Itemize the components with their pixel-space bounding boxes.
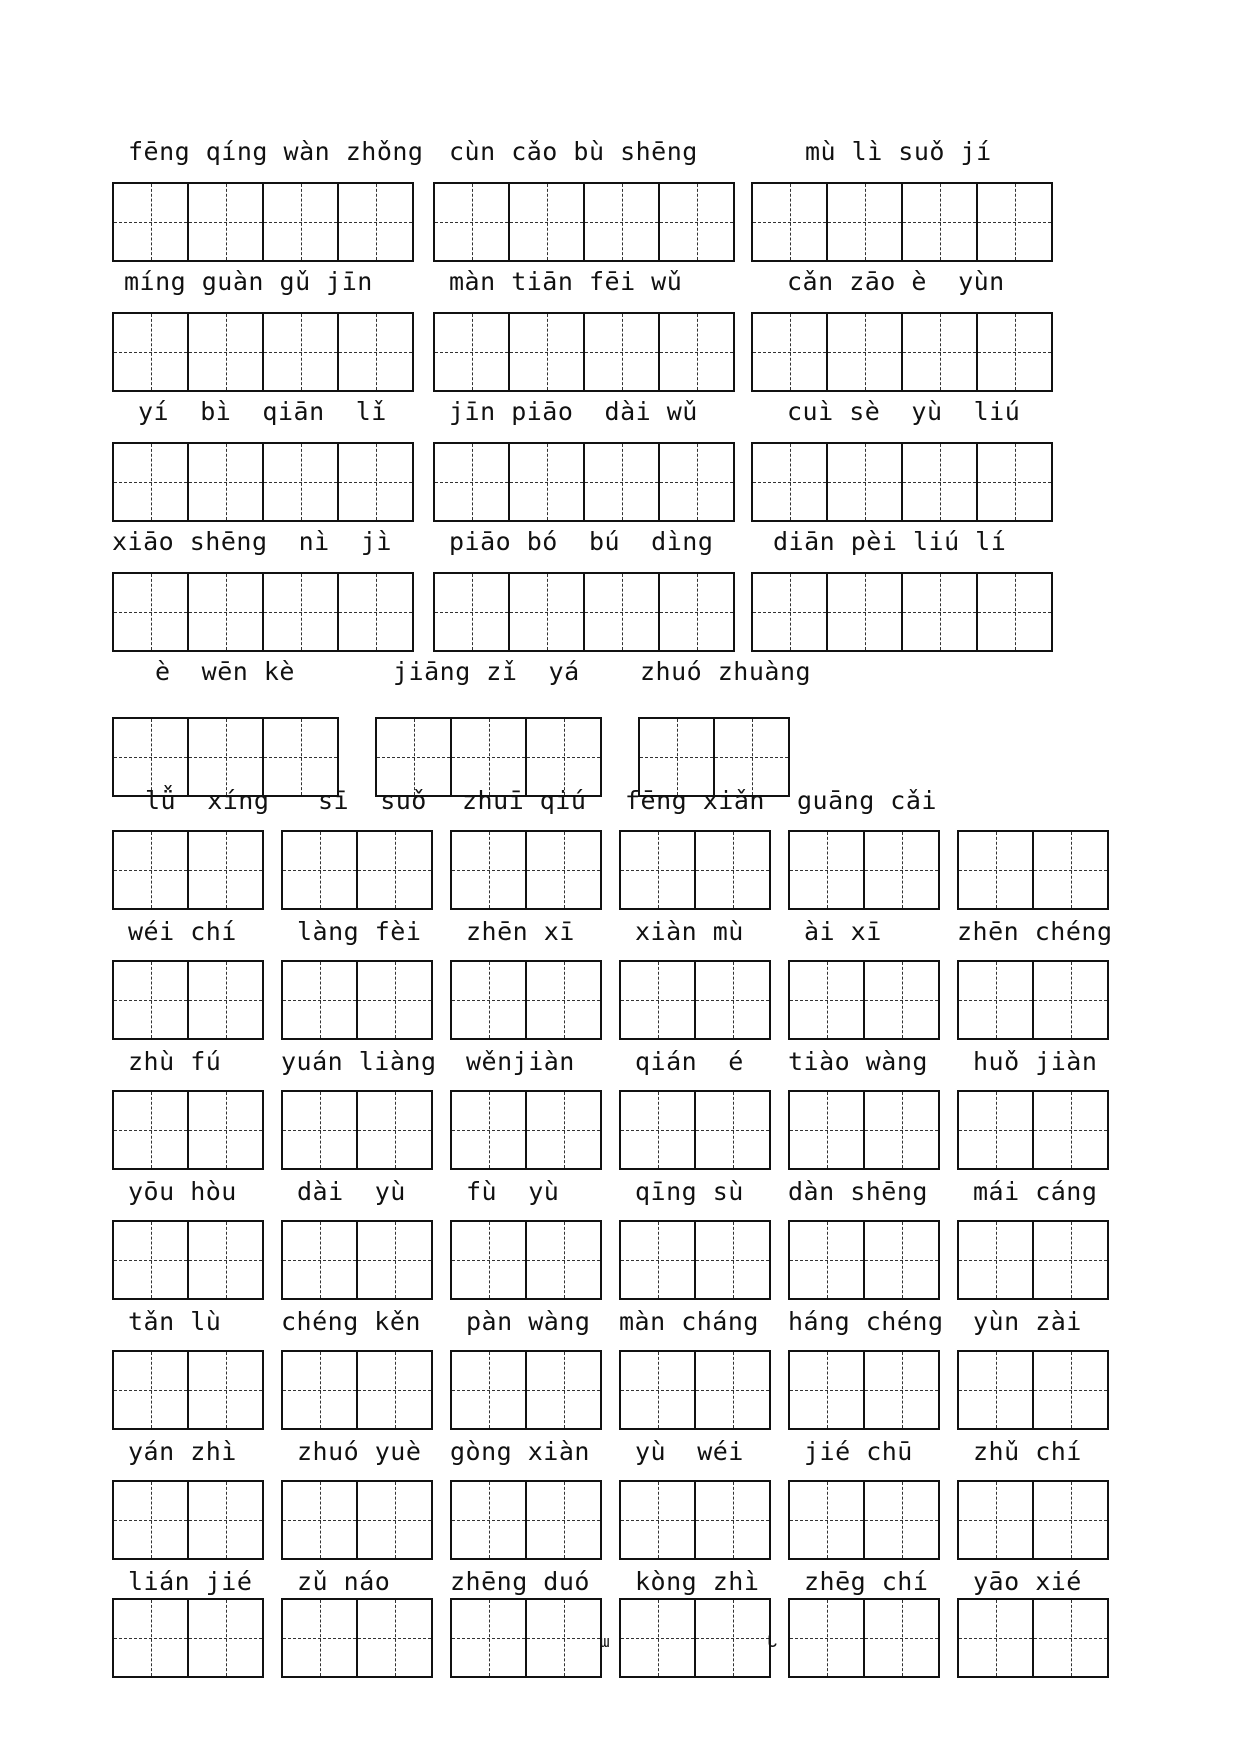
pinyin-label: fù yù [466,1177,560,1206]
grid-cell[interactable] [978,574,1051,650]
grid-cell[interactable] [435,184,510,260]
grid-cell[interactable] [865,1222,938,1298]
grid-cell[interactable] [903,184,978,260]
grid-cell[interactable] [959,1222,1034,1298]
grid-cell[interactable] [978,444,1051,520]
grid-cell[interactable] [189,444,264,520]
grid-cell[interactable] [903,444,978,520]
grid-cell[interactable] [828,444,903,520]
grid-cell[interactable] [621,1600,696,1676]
writing-grid-4[interactable] [112,182,414,262]
pinyin-label: lǚ xíng [145,786,270,815]
pinyin-label: è wēn kè [155,657,295,686]
grid-cell[interactable] [621,1352,696,1428]
pinyin-label: zhù fú [128,1047,222,1076]
writing-grid-2[interactable] [281,1090,433,1170]
grid-cell[interactable] [114,1222,189,1298]
grid-cell[interactable] [283,962,358,1038]
pinyin-label: màn tiān fēi wǔ [449,267,683,296]
writing-grid-2[interactable] [788,1480,940,1560]
grid-cell[interactable] [189,1600,262,1676]
grid-cell[interactable] [452,1482,527,1558]
grid-cell[interactable] [696,962,769,1038]
grid-cell[interactable] [660,314,733,390]
writing-grid-2[interactable] [957,1480,1109,1560]
pinyin-label: fēng qíng wàn zhǒng [128,137,424,166]
grid-cell[interactable] [1034,1600,1107,1676]
grid-cell[interactable] [283,1092,358,1168]
pinyin-label: zhǔ chí [973,1437,1082,1466]
grid-cell[interactable] [264,184,339,260]
pinyin-label: mái cáng [973,1177,1098,1206]
writing-grid-3[interactable] [375,717,602,797]
grid-cell[interactable] [452,1352,527,1428]
pinyin-label: tiào wàng [788,1047,928,1076]
writing-grid-3[interactable] [112,717,339,797]
writing-grid-2[interactable] [450,830,602,910]
grid-cell[interactable] [527,1482,600,1558]
pinyin-label: wěnjiàn [466,1047,575,1076]
grid-cell[interactable] [585,574,660,650]
grid-cell[interactable] [696,1352,769,1428]
writing-grid-2[interactable] [281,960,433,1040]
grid-cell[interactable] [865,832,938,908]
writing-grid-2[interactable] [281,1480,433,1560]
grid-cell[interactable] [865,962,938,1038]
writing-grid-2[interactable] [619,1220,771,1300]
pinyin-label: zhuó zhuàng [640,657,812,686]
grid-cell[interactable] [790,832,865,908]
pinyin-label: qīng sù [635,1177,744,1206]
pinyin-label: qián é [635,1047,744,1076]
grid-cell[interactable] [527,719,600,795]
pinyin-label: yù wéi [635,1437,744,1466]
grid-cell[interactable] [189,1352,262,1428]
grid-cell[interactable] [959,1092,1034,1168]
grid-cell[interactable] [189,1222,262,1298]
grid-cell[interactable] [790,962,865,1038]
writing-grid-2[interactable] [619,830,771,910]
grid-cell[interactable] [189,1482,262,1558]
pinyin-label: piāo bó bú dìng [449,527,714,556]
grid-cell[interactable] [959,962,1034,1038]
pinyin-label: yán zhì [128,1437,237,1466]
grid-cell[interactable] [358,962,431,1038]
writing-grid-4[interactable] [751,572,1053,652]
writing-grid-2[interactable] [957,960,1109,1040]
grid-cell[interactable] [790,1092,865,1168]
writing-grid-2[interactable] [281,830,433,910]
grid-cell[interactable] [696,1092,769,1168]
grid-cell[interactable] [358,1222,431,1298]
grid-cell[interactable] [753,314,828,390]
grid-cell[interactable] [527,1352,600,1428]
grid-cell[interactable] [865,1092,938,1168]
grid-cell[interactable] [114,444,189,520]
pinyin-label: kòng zhì [635,1567,760,1596]
grid-cell[interactable] [358,1600,431,1676]
grid-cell[interactable] [114,719,189,795]
grid-cell[interactable] [339,314,412,390]
pinyin-label: guāng cǎi [797,786,937,815]
pinyin-label: cǎn zāo è yùn [787,267,1005,296]
grid-cell[interactable] [452,1092,527,1168]
grid-cell[interactable] [283,832,358,908]
grid-cell[interactable] [753,184,828,260]
grid-cell[interactable] [621,1222,696,1298]
grid-cell[interactable] [510,574,585,650]
grid-cell[interactable] [114,184,189,260]
pinyin-label: wéi chí [128,917,237,946]
grid-cell[interactable] [527,1092,600,1168]
grid-cell[interactable] [452,962,527,1038]
pinyin-label: zhēn xī [466,917,575,946]
writing-grid-2[interactable] [788,1220,940,1300]
grid-cell[interactable] [715,719,788,795]
grid-cell[interactable] [452,1600,527,1676]
grid-cell[interactable] [1034,1222,1107,1298]
grid-cell[interactable] [527,1600,600,1676]
grid-cell[interactable] [189,1092,262,1168]
grid-cell[interactable] [790,1352,865,1428]
pinyin-label: zhēng duó [450,1567,590,1596]
pinyin-label: sī suǒ [318,786,427,815]
grid-cell[interactable] [339,184,412,260]
pinyin-label: zǔ náo [297,1567,391,1596]
writing-grid-4[interactable] [112,572,414,652]
pinyin-label: háng chéng [788,1307,944,1336]
pinyin-label: pàn wàng [466,1307,591,1336]
grid-cell[interactable] [1034,1092,1107,1168]
grid-cell[interactable] [339,444,412,520]
pinyin-label: yí bì qiān lǐ [138,397,387,426]
writing-grid-2[interactable] [788,830,940,910]
writing-grid-2[interactable] [957,1598,1109,1678]
pinyin-label: zhēn chéng [957,917,1113,946]
pinyin-label: tǎn lù [128,1307,222,1336]
writing-grid-4[interactable] [433,442,735,522]
pinyin-label: cuì sè yù liú [787,397,1021,426]
grid-cell[interactable] [865,1482,938,1558]
writing-grid-2[interactable] [957,830,1109,910]
grid-cell[interactable] [1034,832,1107,908]
grid-cell[interactable] [264,574,339,650]
writing-grid-2[interactable] [788,960,940,1040]
grid-cell[interactable] [114,1092,189,1168]
pinyin-label: chéng kěn [281,1307,421,1336]
grid-cell[interactable] [114,962,189,1038]
grid-cell[interactable] [114,1482,189,1558]
writing-grid-2[interactable] [450,960,602,1040]
grid-cell[interactable] [283,1482,358,1558]
grid-cell[interactable] [828,574,903,650]
writing-grid-2[interactable] [957,1350,1109,1430]
writing-grid-2[interactable] [450,1350,602,1430]
writing-grid-2[interactable] [112,960,264,1040]
pinyin-label: diān pèi liú lí [773,527,1007,556]
pinyin-label: huǒ jiàn [973,1047,1098,1076]
writing-grid-2[interactable] [957,1220,1109,1300]
writing-grid-2[interactable] [281,1598,433,1678]
grid-cell[interactable] [189,719,264,795]
grid-cell[interactable] [283,1222,358,1298]
grid-cell[interactable] [264,719,337,795]
grid-cell[interactable] [527,832,600,908]
grid-cell[interactable] [189,184,264,260]
grid-cell[interactable] [114,574,189,650]
grid-cell[interactable] [435,314,510,390]
writing-grid-2[interactable] [788,1090,940,1170]
writing-grid-2[interactable] [112,830,264,910]
pinyin-label: yùn zài [973,1307,1082,1336]
grid-cell[interactable] [696,1222,769,1298]
grid-cell[interactable] [189,832,262,908]
grid-cell[interactable] [264,444,339,520]
writing-grid-2[interactable] [450,1480,602,1560]
pinyin-label: jié chū [804,1437,913,1466]
grid-cell[interactable] [189,962,262,1038]
grid-cell[interactable] [510,314,585,390]
grid-cell[interactable] [510,444,585,520]
grid-cell[interactable] [640,719,715,795]
grid-cell[interactable] [1034,1482,1107,1558]
grid-cell[interactable] [660,444,733,520]
writing-grid-2[interactable] [788,1598,940,1678]
grid-cell[interactable] [621,962,696,1038]
writing-grid-2[interactable] [450,1090,602,1170]
writing-grid-4[interactable] [433,182,735,262]
writing-grid-2[interactable] [619,1090,771,1170]
grid-cell[interactable] [660,184,733,260]
writing-grid-4[interactable] [751,182,1053,262]
writing-grid-2[interactable] [112,1350,264,1430]
grid-cell[interactable] [377,719,452,795]
grid-cell[interactable] [585,314,660,390]
writing-grid-4[interactable] [433,312,735,392]
writing-grid-4[interactable] [112,442,414,522]
grid-cell[interactable] [452,1222,527,1298]
pinyin-label: xiàn mù [635,917,744,946]
writing-grid-2[interactable] [619,960,771,1040]
stray-mark: ɯ [600,1632,610,1651]
writing-grid-2[interactable] [619,1598,771,1678]
pinyin-label: jīn piāo dài wǔ [449,397,698,426]
writing-grid-2[interactable] [619,1350,771,1430]
grid-cell[interactable] [264,314,339,390]
pinyin-label: làng fèi [297,917,422,946]
pinyin-label: dàn shēng [788,1177,928,1206]
grid-cell[interactable] [189,574,264,650]
pinyin-label: zhuó yuè [297,1437,422,1466]
pinyin-label: ài xī [804,917,882,946]
grid-cell[interactable] [903,314,978,390]
pinyin-label: yōu hòu [128,1177,237,1206]
grid-cell[interactable] [585,184,660,260]
grid-cell[interactable] [1034,1352,1107,1428]
grid-cell[interactable] [114,1352,189,1428]
grid-cell[interactable] [510,184,585,260]
grid-cell[interactable] [114,314,189,390]
grid-cell[interactable] [696,1600,769,1676]
pinyin-label: míng guàn gǔ jīn [124,267,373,296]
grid-cell[interactable] [339,574,412,650]
writing-grid-2[interactable] [957,1090,1109,1170]
grid-cell[interactable] [753,444,828,520]
grid-cell[interactable] [189,314,264,390]
grid-cell[interactable] [435,444,510,520]
grid-cell[interactable] [696,1482,769,1558]
pinyin-label: mù lì suǒ jí [805,137,992,166]
writing-grid-4[interactable] [112,312,414,392]
pinyin-label: jiāng zǐ yá [393,657,580,686]
grid-cell[interactable] [527,1222,600,1298]
grid-cell[interactable] [358,832,431,908]
grid-cell[interactable] [959,1482,1034,1558]
writing-grid-2[interactable] [281,1350,433,1430]
grid-cell[interactable] [1034,962,1107,1038]
grid-cell[interactable] [452,719,527,795]
pinyin-label: fēng xiǎn [625,786,765,815]
grid-cell[interactable] [865,1352,938,1428]
grid-cell[interactable] [828,314,903,390]
grid-cell[interactable] [621,1092,696,1168]
writing-grid-2[interactable] [112,1090,264,1170]
grid-cell[interactable] [696,832,769,908]
pinyin-label: gòng xiàn [450,1437,590,1466]
pinyin-label: lián jié [128,1567,253,1596]
grid-cell[interactable] [585,444,660,520]
grid-cell[interactable] [660,574,733,650]
writing-grid-2[interactable] [112,1598,264,1678]
stray-mark: ᒐ [767,1632,778,1651]
grid-cell[interactable] [621,1482,696,1558]
writing-grid-2[interactable] [788,1350,940,1430]
grid-cell[interactable] [452,832,527,908]
writing-grid-2[interactable] [638,717,790,797]
grid-cell[interactable] [358,1352,431,1428]
writing-grid-2[interactable] [619,1480,771,1560]
writing-grid-2[interactable] [281,1220,433,1300]
grid-cell[interactable] [790,1222,865,1298]
pinyin-label: zhēg chí [804,1567,929,1596]
writing-grid-4[interactable] [751,312,1053,392]
pinyin-label: cùn cǎo bù shēng [449,137,698,166]
grid-cell[interactable] [283,1352,358,1428]
grid-cell[interactable] [959,1600,1034,1676]
grid-cell[interactable] [828,184,903,260]
writing-grid-4[interactable] [751,442,1053,522]
grid-cell[interactable] [903,574,978,650]
grid-cell[interactable] [358,1482,431,1558]
grid-cell[interactable] [435,574,510,650]
grid-cell[interactable] [114,832,189,908]
pinyin-label: màn cháng [619,1307,759,1336]
writing-grid-2[interactable] [450,1220,602,1300]
grid-cell[interactable] [978,184,1051,260]
writing-grid-2[interactable] [112,1480,264,1560]
grid-cell[interactable] [283,1600,358,1676]
pinyin-label: yāo xié [973,1567,1082,1596]
grid-cell[interactable] [358,1092,431,1168]
grid-cell[interactable] [865,1600,938,1676]
grid-cell[interactable] [790,1482,865,1558]
pinyin-label: xiāo shēng nì jì [112,527,392,556]
writing-grid-4[interactable] [433,572,735,652]
grid-cell[interactable] [790,1600,865,1676]
grid-cell[interactable] [621,832,696,908]
grid-cell[interactable] [527,962,600,1038]
grid-cell[interactable] [978,314,1051,390]
writing-grid-2[interactable] [450,1598,602,1678]
grid-cell[interactable] [753,574,828,650]
grid-cell[interactable] [114,1600,189,1676]
pinyin-label: zhuī qiú [462,786,587,815]
pinyin-label: dài yù [297,1177,406,1206]
grid-cell[interactable] [959,1352,1034,1428]
writing-grid-2[interactable] [112,1220,264,1300]
grid-cell[interactable] [959,832,1034,908]
pinyin-label: yuán liàng [281,1047,437,1076]
